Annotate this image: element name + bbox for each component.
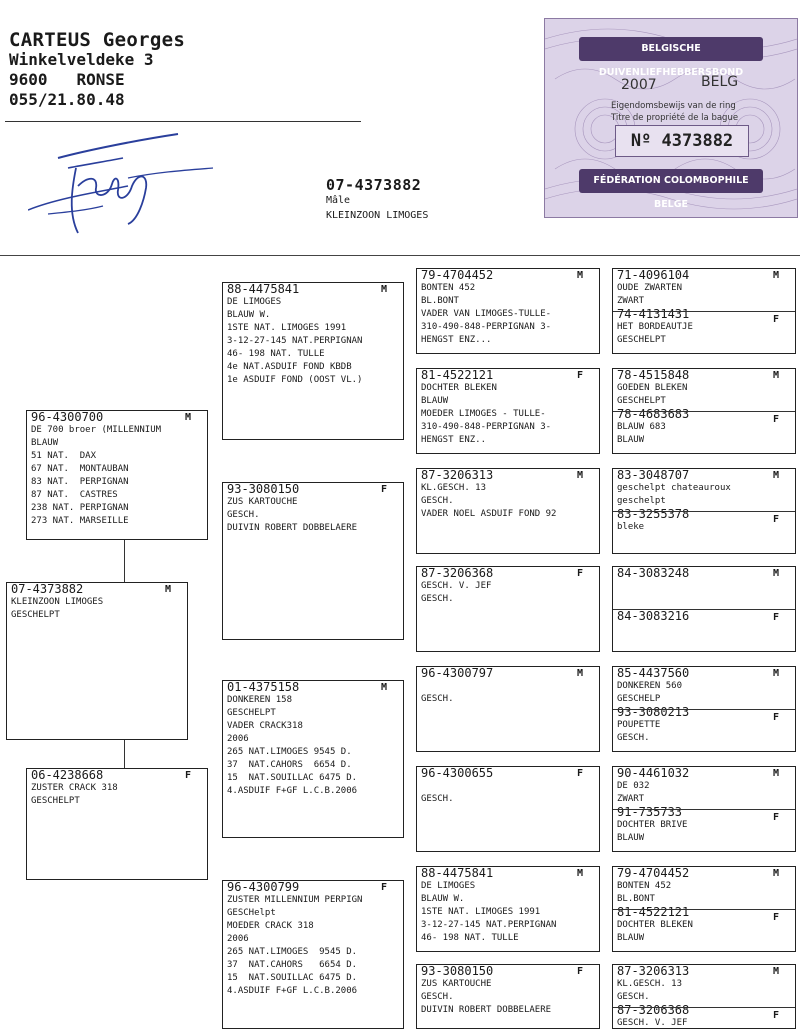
info-line: DOCHTER BLEKEN — [421, 383, 497, 393]
owner-city: RONSE — [76, 70, 125, 89]
subject-sex: Mâle — [326, 195, 351, 206]
grandparent-box — [222, 880, 404, 1029]
sex-marker: F — [773, 612, 780, 623]
info-line: 37 NAT.CAHORS 6654 D. — [227, 760, 352, 770]
great-great-grandparent-pair — [612, 866, 796, 952]
info-line: POUPETTE — [617, 720, 661, 730]
ring-number: 96-4300655 — [421, 766, 494, 780]
ring-number: 93-3080213 — [617, 705, 690, 719]
header-rule — [5, 121, 361, 122]
info-line: 51 NAT. DAX — [31, 451, 97, 461]
info-line: BLAUW — [617, 435, 645, 445]
great-great-grandparent-pair — [612, 964, 796, 1029]
stamp-line1: Eigendomsbewijs van de ring — [611, 101, 736, 111]
info-line: GESCH. — [617, 992, 650, 1002]
ring-number: 07-4373882 — [11, 582, 84, 596]
subject-name: KLEINZOON LIMOGES — [326, 210, 429, 221]
sex-marker: F — [773, 912, 780, 923]
sex-marker: M — [773, 868, 780, 879]
sex-marker: M — [773, 966, 780, 977]
info-line: 273 NAT. MARSEILLE — [31, 516, 129, 526]
subject-block — [326, 178, 428, 223]
info-line: KL.GESCH. 13 — [421, 483, 487, 493]
sire-box — [26, 410, 208, 540]
info-line: 67 NAT. MONTAUBAN — [31, 464, 129, 474]
info-line: 3-12-27-145 NAT.PERPIGNAN — [227, 336, 363, 346]
sex-marker: M — [773, 370, 780, 381]
owner-phone: 055/21.80.48 — [9, 90, 125, 109]
info-line: 1e ASDUIF FOND (OOST VL.) — [227, 375, 363, 385]
info-line: DUIVIN ROBERT DOBBELAERE — [227, 523, 358, 533]
sex-marker: M — [381, 682, 388, 693]
info-line: GESCHelpt — [227, 908, 276, 918]
info-line: BONTEN 452 — [421, 283, 476, 293]
owner-block — [9, 30, 185, 110]
pedigree-subject-box — [6, 582, 188, 740]
info-line: GESCHELPT — [617, 335, 666, 345]
sex-marker: M — [577, 868, 584, 879]
sex-marker: F — [773, 414, 780, 425]
info-line: ZUSTER CRACK 318 — [31, 783, 118, 793]
ring-number: 79-4704452 — [421, 268, 494, 282]
info-line: GESCH. — [421, 794, 454, 804]
great-grandparent-box — [416, 368, 600, 454]
ring-number: 84-3083216 — [617, 609, 690, 623]
great-great-grandparent-pair — [612, 368, 796, 454]
info-line: DONKEREN 560 — [617, 681, 683, 691]
info-line: 265 NAT.LIMOGES 9545 D. — [227, 747, 352, 757]
info-line: DE LIMOGES — [227, 297, 282, 307]
ring-number: 84-3083248 — [617, 566, 690, 580]
sex-marker: F — [577, 966, 584, 977]
ring-number: 83-3048707 — [617, 468, 690, 482]
info-line: GESCH. — [421, 594, 454, 604]
info-line: KL.GESCH. 13 — [617, 979, 683, 989]
sex-marker: M — [773, 568, 780, 579]
ring-number: 79-4704452 — [617, 866, 690, 880]
subject-ring: 07-4373882 — [326, 176, 422, 194]
info-line: GESCHELPT — [227, 708, 276, 718]
info-line: BONTEN 452 — [617, 881, 672, 891]
ring-number: 93-3080150 — [421, 964, 494, 978]
great-grandparent-box — [416, 766, 600, 852]
info-line: HENGST ENZ... — [421, 335, 492, 345]
info-line: 4e NAT.ASDUIF FOND KBDB — [227, 362, 352, 372]
ring-number: 90-4461032 — [617, 766, 690, 780]
info-line: 83 NAT. PERPIGNAN — [31, 477, 129, 487]
info-line: MOEDER LIMOGES - TULLE- — [421, 409, 546, 419]
sex-marker: M — [773, 470, 780, 481]
owner-street: Winkelveldeke 3 — [9, 50, 154, 69]
info-line: DUIVIN ROBERT DOBBELAERE — [421, 1005, 552, 1015]
ring-number: 74-4131431 — [617, 307, 690, 321]
ring-number: 06-4238668 — [31, 768, 104, 782]
great-great-grandparent-pair — [612, 766, 796, 852]
info-line: geschelpt chateauroux — [617, 483, 731, 493]
ring-number: 87-3206368 — [421, 566, 494, 580]
ring-number: 87-3206313 — [421, 468, 494, 482]
ring-number: 71-4096104 — [617, 268, 690, 282]
dam-box — [26, 768, 208, 880]
ring-number: 88-4475841 — [421, 866, 494, 880]
great-grandparent-box — [416, 866, 600, 952]
info-line: GESCH. — [421, 694, 454, 704]
great-grandparent-box — [416, 666, 600, 752]
info-line: bleke — [617, 522, 645, 532]
ring-number: 78-4683683 — [617, 407, 690, 421]
great-great-grandparent-pair — [612, 566, 796, 652]
info-line: 15 NAT.SOUILLAC 6475 D. — [227, 973, 358, 983]
info-line: 310-490-848-PERPIGNAN 3- — [421, 422, 552, 432]
info-line: GESCH. — [617, 733, 650, 743]
info-line: BL.BONT — [617, 894, 655, 904]
info-line: 238 NAT. PERPIGNAN — [31, 503, 129, 513]
sex-marker: F — [381, 882, 388, 893]
info-line: MOEDER CRACK 318 — [227, 921, 314, 931]
sex-marker: F — [773, 314, 780, 325]
info-line: 2006 — [227, 734, 249, 744]
ring-number: 91-735733 — [617, 805, 683, 819]
info-line: 3-12-27-145 NAT.PERPIGNAN — [421, 920, 557, 930]
info-line: DONKEREN 158 — [227, 695, 293, 705]
great-grandparent-box — [416, 468, 600, 554]
info-line: 37 NAT.CAHORS 6654 D. — [227, 960, 358, 970]
stamp-bottom-ribbon: FÉDÉRATION COLOMBOPHILE BELGE — [579, 169, 763, 193]
info-line: GESCHELPT — [617, 396, 666, 406]
info-line: 46- 198 NAT. TULLE — [421, 933, 519, 943]
stamp-line2: Titre de propriété de la bague — [611, 113, 739, 123]
sex-marker: M — [165, 584, 172, 595]
info-line: HET BORDEAUTJE — [617, 322, 693, 332]
info-line: 310-490-848-PERPIGNAN 3- — [421, 322, 552, 332]
stamp-top-ribbon: BELGISCHE DUIVENLIEFHEBBERSBOND — [579, 37, 763, 61]
info-line: GESCHELPT — [31, 796, 80, 806]
sex-marker: F — [773, 1010, 780, 1021]
info-line: GESCH. V. JEF — [421, 581, 492, 591]
owner-name: CARTEUS Georges — [9, 29, 186, 51]
info-line: BLAUW W. — [227, 310, 271, 320]
ring-number: 85-4437560 — [617, 666, 690, 680]
ring-certificate-stamp — [544, 18, 798, 218]
info-line: GESCH. — [421, 992, 454, 1002]
pair-separator — [613, 809, 796, 810]
info-line: 4.ASDUIF F+GF L.C.B.2006 — [227, 986, 358, 996]
owner-postal: 9600 — [9, 70, 48, 89]
info-line: KLEINZOON LIMOGES — [11, 597, 104, 607]
ring-number: 81-4522121 — [421, 368, 494, 382]
info-line: GESCH. V. JEF — [617, 1018, 688, 1028]
info-line: geschelpt — [617, 496, 666, 506]
info-line: 1STE NAT. LIMOGES 1991 — [227, 323, 347, 333]
info-line: BLAUW — [421, 396, 449, 406]
info-line: 1STE NAT. LIMOGES 1991 — [421, 907, 541, 917]
signature — [28, 128, 218, 248]
ring-number: 87-3206313 — [617, 964, 690, 978]
ring-number: 83-3255378 — [617, 507, 690, 521]
info-line: 15 NAT.SOUILLAC 6475 D. — [227, 773, 358, 783]
info-line: BLAUW 683 — [617, 422, 666, 432]
info-line: 4.ASDUIF F+GF L.C.B.2006 — [227, 786, 358, 796]
empty-space — [617, 580, 795, 610]
info-line: HENGST ENZ.. — [421, 435, 487, 445]
sex-marker: M — [577, 470, 584, 481]
ring-number: 81-4522121 — [617, 905, 690, 919]
info-line: GOEDEN BLEKEN — [617, 383, 688, 393]
info-line: DE 032 — [617, 781, 650, 791]
info-line — [421, 680, 599, 693]
info-line: 87 NAT. CASTRES — [31, 490, 118, 500]
info-line: DE LIMOGES — [421, 881, 476, 891]
pedigree-top-rule — [0, 255, 800, 256]
great-great-grandparent-pair — [612, 468, 796, 554]
pair-separator — [613, 411, 796, 412]
info-line: VADER VAN LIMOGES-TULLE- — [421, 309, 552, 319]
sex-marker: M — [381, 284, 388, 295]
pair-separator — [613, 609, 796, 610]
ring-number: 96-4300700 — [31, 410, 104, 424]
ring-number: 96-4300797 — [421, 666, 494, 680]
sex-marker: F — [185, 770, 192, 781]
sex-marker: F — [577, 568, 584, 579]
pair-separator — [613, 909, 796, 910]
info-line: 2006 — [227, 934, 249, 944]
sex-marker: F — [381, 484, 388, 495]
sex-marker: F — [577, 370, 584, 381]
pair-separator — [613, 1007, 796, 1008]
owner-city-line — [9, 70, 185, 90]
stamp-year: 2007 — [621, 77, 657, 93]
sex-marker: F — [773, 712, 780, 723]
great-great-grandparent-pair — [612, 268, 796, 354]
ring-number: 01-4375158 — [227, 680, 300, 694]
sex-marker: F — [773, 812, 780, 823]
info-line: GESCH. — [421, 496, 454, 506]
sex-marker: M — [577, 270, 584, 281]
ring-number: 96-4300799 — [227, 880, 300, 894]
great-grandparent-box — [416, 268, 600, 354]
sex-marker: M — [773, 270, 780, 281]
great-great-grandparent-pair — [612, 666, 796, 752]
pair-separator — [613, 511, 796, 512]
info-line: OUDE ZWARTEN — [617, 283, 683, 293]
sex-marker: M — [185, 412, 192, 423]
info-line: DOCHTER BLEKEN — [617, 920, 693, 930]
sex-marker: F — [577, 768, 584, 779]
ring-number: 78-4515848 — [617, 368, 690, 382]
info-line: ZWART — [617, 794, 645, 804]
ring-number: 88-4475841 — [227, 282, 300, 296]
connector-sire — [124, 540, 125, 582]
pair-separator — [613, 311, 796, 312]
great-grandparent-box — [416, 964, 600, 1029]
sex-marker: M — [773, 768, 780, 779]
info-line: ZUS KARTOUCHE — [227, 497, 298, 507]
ring-number: 93-3080150 — [227, 482, 300, 496]
info-line: BLAUW — [617, 933, 645, 943]
info-line: ZUSTER MILLENNIUM PERPIGN — [227, 895, 363, 905]
sex-marker: M — [577, 668, 584, 679]
info-line: GESCHELP — [617, 694, 661, 704]
grandparent-box — [222, 282, 404, 440]
stamp-country: BELG — [701, 74, 739, 90]
pair-separator — [613, 709, 796, 710]
info-line: ZUS KARTOUCHE — [421, 979, 492, 989]
info-line — [421, 780, 599, 793]
sex-marker: F — [773, 514, 780, 525]
info-line: GESCH. — [227, 510, 260, 520]
info-line: BLAUW — [31, 438, 59, 448]
great-grandparent-box — [416, 566, 600, 652]
info-line: BLAUW — [617, 833, 645, 843]
connector-dam — [124, 740, 125, 768]
info-line: GESCHELPT — [11, 610, 60, 620]
sex-marker: M — [773, 668, 780, 679]
info-line: 46- 198 NAT. TULLE — [227, 349, 325, 359]
info-line: ZWART — [617, 296, 645, 306]
grandparent-box — [222, 680, 404, 838]
info-line: DE 700 broer (MILLENNIUM — [31, 425, 162, 435]
info-line: VADER NOEL ASDUIF FOND 92 — [421, 509, 557, 519]
info-line: VADER CRACK318 — [227, 721, 303, 731]
info-line: BL.BONT — [421, 296, 459, 306]
info-line: 265 NAT.LIMOGES 9545 D. — [227, 947, 358, 957]
stamp-number: Nº 4373882 — [615, 125, 749, 157]
ring-number: 87-3206368 — [617, 1003, 690, 1017]
info-line: BLAUW W. — [421, 894, 465, 904]
info-line: DOCHTER BRIVE — [617, 820, 688, 830]
grandparent-box — [222, 482, 404, 640]
